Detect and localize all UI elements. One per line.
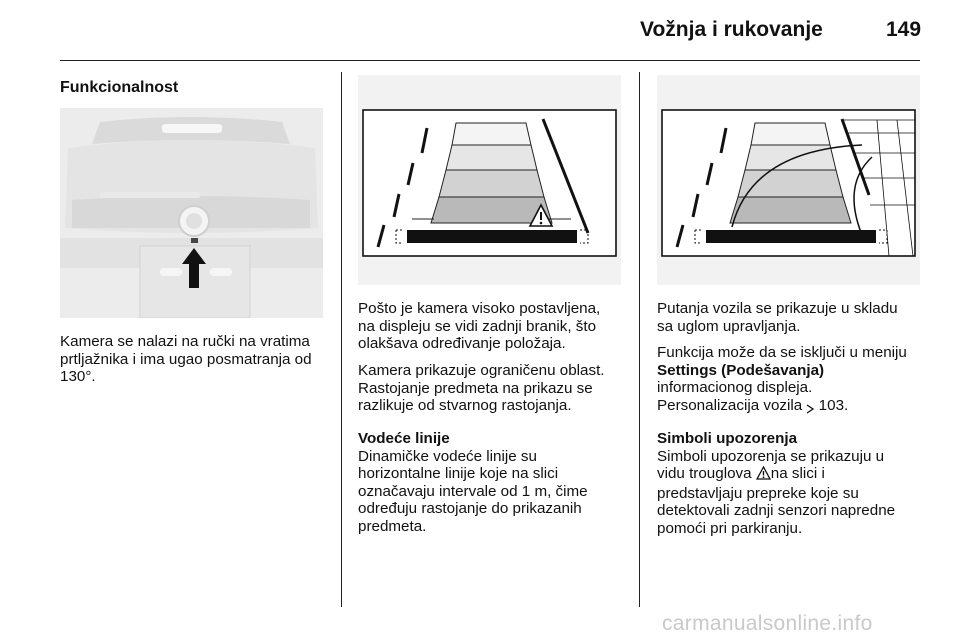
text-line: razlikuje od stvarnog rastojanja. <box>358 397 572 415</box>
tailgate-camera-illustration <box>60 108 323 318</box>
personalization-reference: Personalizacija vozila 103. <box>657 396 849 414</box>
text-line: Kamera prikazuje ograničenu oblast. <box>358 362 605 379</box>
camera-height-paragraph <box>358 300 600 353</box>
running-header-title: Vožnja i rukovanje <box>640 18 823 41</box>
trajectory-paragraph <box>657 300 898 335</box>
text-line: označavaju intervale od 1 m, čime <box>358 482 588 500</box>
text-line: detektovali zadnji senzori napredne <box>657 502 896 520</box>
warning-triangle-icon <box>756 466 771 485</box>
watermark: carmanualsonline.info <box>662 612 873 635</box>
disable-function-paragraph <box>657 344 907 414</box>
reference-page: 103. <box>818 396 849 414</box>
subsection-title: Simboli upozorenja <box>657 430 798 447</box>
text-line: Rastojanje predmeta na prikazu se <box>358 379 593 397</box>
section-title: Funkcionalnost <box>60 79 179 96</box>
trajectory-display-illustration <box>657 75 920 285</box>
header-rule <box>60 60 920 61</box>
text-line: predstavljaju prepreke koje su <box>657 484 859 502</box>
text-line: Putanja vozila se prikazuje u skladu <box>657 300 898 317</box>
text-line: olakšava određivanje položaja. <box>358 335 566 353</box>
text-line: Simboli upozorenja se prikazuju u <box>657 447 885 465</box>
camera-location-paragraph <box>60 333 312 386</box>
text-line: predmeta. <box>358 517 427 535</box>
text-line: Pošto je kamera visoko postavljena, <box>358 300 601 317</box>
text-line: pomoći pri parkiranju. <box>657 519 803 537</box>
text-line: na displeju se vidi zadnji branik, što <box>358 317 597 335</box>
page-number: 149 <box>886 18 922 41</box>
text-line-with-icon: vidu trouglova na slici i <box>657 465 895 485</box>
column-divider-2 <box>639 72 640 607</box>
text-line: Funkcija može da se isključi u meniju <box>657 344 907 361</box>
text-line: Dinamičke vodeće linije su <box>358 447 537 465</box>
text-line: horizontalne linije koje na slici <box>358 465 559 483</box>
text-line: Kamera se nalazi na ručki na vratima <box>60 333 310 350</box>
text-line: informacionog displeja. <box>657 379 813 397</box>
text-line: 130°. <box>60 368 96 386</box>
guide-lines-section <box>358 430 588 536</box>
settings-menu-name: Settings (Podešavanja) <box>657 361 825 379</box>
text-line: prtljažnika i ima ugao posmatranja od <box>60 350 312 368</box>
camera-display-illustration <box>358 75 621 285</box>
limited-area-paragraph <box>358 362 605 415</box>
reference-arrow-icon <box>806 401 814 411</box>
text-line: određuju rastojanje do prikazanih <box>358 500 582 518</box>
text-line: sa uglom upravljanja. <box>657 317 801 335</box>
warning-symbols-section <box>657 430 895 538</box>
column-divider-1 <box>341 72 342 607</box>
subsection-title: Vodeće linije <box>358 430 450 447</box>
